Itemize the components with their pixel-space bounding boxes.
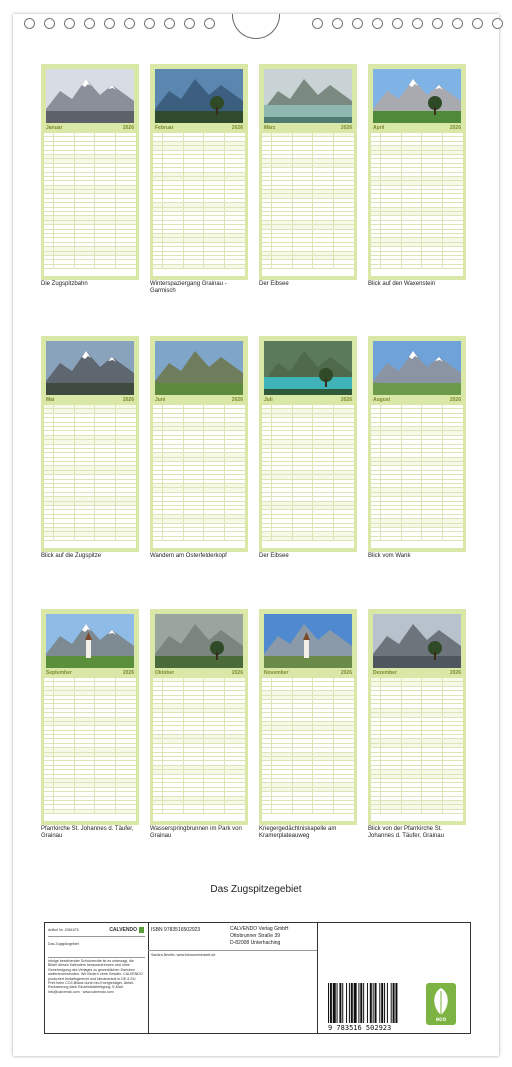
- month-year: 2026: [122, 397, 134, 403]
- binding-ring: [104, 18, 115, 29]
- month-photo: [46, 69, 134, 123]
- photo-caption: Blick auf den Waxenstein: [368, 281, 436, 287]
- month-year: 2026: [231, 125, 243, 131]
- month-header: [153, 670, 245, 677]
- binding-ring: [84, 18, 95, 29]
- eco-badge: [426, 983, 456, 1025]
- photo-caption: Wandern am Osterfelderkopf: [150, 553, 227, 559]
- month-year: 2026: [231, 397, 243, 403]
- month-year: 2026: [122, 670, 134, 676]
- binding-ring: [64, 18, 75, 29]
- month-header: [371, 670, 463, 677]
- month-name: Mai: [46, 397, 55, 403]
- month-photo: [264, 69, 352, 123]
- photo-caption: Wasserspringbrunnen im Park von Grainau: [150, 826, 242, 839]
- planner-grid: [44, 405, 136, 548]
- barcode-number: 9 783516 502923: [328, 1024, 392, 1032]
- photo-caption: Blick von der Pfarrkirche St. Johannes d. Täufer, Grainau: [368, 826, 444, 839]
- month-card: [259, 336, 357, 552]
- month-name: August: [373, 397, 391, 403]
- binding-ring: [372, 18, 383, 29]
- binding-ring: [44, 18, 55, 29]
- binding-ring: [412, 18, 423, 29]
- day-row: [153, 810, 245, 814]
- publisher-name: CALVENDO Verlag GmbH: [230, 926, 289, 932]
- month-photo: [373, 341, 461, 395]
- binding-ring: [492, 18, 503, 29]
- month-card: [150, 336, 248, 552]
- binding-ring: [352, 18, 363, 29]
- month-header: [262, 397, 354, 404]
- month-name: Juni: [155, 397, 166, 403]
- month-year: 2026: [449, 397, 461, 403]
- planner-grid: [44, 678, 136, 821]
- eco-label: eco: [435, 1017, 447, 1023]
- publisher-street: Ottobrunner Straße 39: [230, 933, 281, 939]
- month-card: [368, 336, 466, 552]
- product-title: Das Zugspitzgebiet: [48, 942, 79, 946]
- month-year: 2026: [449, 125, 461, 131]
- divider: [48, 957, 145, 958]
- day-row: [153, 537, 245, 541]
- month-photo: [264, 614, 352, 668]
- binding-ring: [452, 18, 463, 29]
- info-box: [44, 922, 471, 1034]
- planner-grid: [262, 133, 354, 276]
- planner-grid: [44, 133, 136, 276]
- month-header: [44, 125, 136, 132]
- photo-caption: Winterspaziergang Grainau - Garmisch: [150, 281, 227, 294]
- planner-grid: [153, 678, 245, 821]
- month-photo: [373, 69, 461, 123]
- legal-text: Infolge bestehender Schutzrechte ist es untersagt, die Bilder dieses Kalenders herauszutrennen und ohne Genehmigung des Verlages zu gewerblichen Zwecken weiterzuverwenden. Wir fördern ohne Gewähr. CALVENDO produziert bedarfsgerecht und klimaneutral in DE & EU. Print beim CO2-Bilanz durch bio.Energieträger. Abfall-Reduzierung dank Einzelstückfertigung. E-Mail: info@calvendo.com · www.calvendo.com: [48, 959, 143, 994]
- month-photo: [46, 341, 134, 395]
- month-header: [153, 397, 245, 404]
- photo-caption: Pfarrkirche St. Johannes d. Täufer, Grainau: [41, 826, 134, 839]
- day-row: [262, 810, 354, 814]
- month-photo: [264, 341, 352, 395]
- info-middle: [148, 923, 317, 1033]
- photo-caption: Blick auf die Zugspitze: [41, 553, 102, 559]
- month-card: [259, 609, 357, 825]
- day-row: [262, 537, 354, 541]
- month-header: [153, 125, 245, 132]
- month-photo: [155, 614, 243, 668]
- publisher-city: D-82008 Unterhaching: [230, 940, 281, 946]
- month-name: Oktober: [155, 670, 175, 676]
- photo-caption: Die Zugspitzbahn: [41, 281, 88, 287]
- binding-ring: [472, 18, 483, 29]
- day-row: [371, 537, 463, 541]
- planner-grid: [371, 678, 463, 821]
- binding-ring: [332, 18, 343, 29]
- day-row: [371, 810, 463, 814]
- month-photo: [373, 614, 461, 668]
- month-name: April: [373, 125, 385, 131]
- binding-ring: [124, 18, 135, 29]
- month-header: [262, 125, 354, 132]
- binding-ring: [24, 18, 35, 29]
- hanger-hook: [232, 14, 280, 39]
- month-year: 2026: [231, 670, 243, 676]
- month-header: [262, 670, 354, 677]
- month-photo: [155, 341, 243, 395]
- planner-grid: [262, 678, 354, 821]
- article-number: Artikel Nr. 2081675: [48, 928, 79, 932]
- month-card: [368, 609, 466, 825]
- calendar-title: Das Zugspitzegebiet: [210, 884, 302, 895]
- month-card: [150, 64, 248, 280]
- photo-caption: Blick vom Wank: [368, 553, 411, 559]
- isbn: ISBN 9783516502923: [151, 927, 201, 933]
- info-left: [45, 923, 149, 1033]
- month-photo: [46, 614, 134, 668]
- day-row: [153, 265, 245, 269]
- article-row: [48, 926, 145, 937]
- month-name: Februar: [155, 125, 174, 131]
- planner-grid: [153, 405, 245, 548]
- info-right: [317, 923, 424, 1033]
- day-row: [44, 810, 136, 814]
- month-card: [41, 336, 139, 552]
- month-header: [371, 397, 463, 404]
- month-name: September: [46, 670, 72, 676]
- photo-caption: Kriegergedächtniskapelle am Kramerplateauweg: [259, 826, 337, 839]
- binding-ring: [392, 18, 403, 29]
- month-name: Januar: [46, 125, 63, 131]
- day-row: [44, 265, 136, 269]
- month-header: [371, 125, 463, 132]
- month-header: [44, 670, 136, 677]
- author-credit: Sandra Bentlin. www.fotosmeinerwelt.de: [151, 953, 216, 957]
- month-year: 2026: [340, 397, 352, 403]
- day-row: [262, 265, 354, 269]
- month-name: Juli: [264, 397, 273, 403]
- month-card: [368, 64, 466, 280]
- month-year: 2026: [340, 670, 352, 676]
- brand-logo-icon: [139, 927, 144, 933]
- planner-grid: [262, 405, 354, 548]
- binding-ring: [144, 18, 155, 29]
- month-year: 2026: [449, 670, 461, 676]
- month-photo: [155, 69, 243, 123]
- month-name: Dezember: [373, 670, 397, 676]
- month-name: November: [264, 670, 289, 676]
- month-year: 2026: [340, 125, 352, 131]
- planner-grid: [371, 133, 463, 276]
- photo-caption: Der Eibsee: [259, 553, 289, 559]
- month-card: [41, 609, 139, 825]
- month-year: 2026: [122, 125, 134, 131]
- binding-ring: [432, 18, 443, 29]
- divider: [148, 950, 317, 951]
- planner-grid: [371, 405, 463, 548]
- month-card: [150, 609, 248, 825]
- binding-ring: [184, 18, 195, 29]
- day-row: [371, 265, 463, 269]
- binding-ring: [164, 18, 175, 29]
- barcode: [326, 983, 418, 1023]
- month-card: [41, 64, 139, 280]
- binding-ring: [312, 18, 323, 29]
- month-header: [44, 397, 136, 404]
- photo-caption: Der Eibsee: [259, 281, 289, 287]
- day-row: [44, 537, 136, 541]
- month-name: März: [264, 125, 276, 131]
- brand-logo: CALVENDO: [109, 927, 137, 933]
- month-card: [259, 64, 357, 280]
- binding-ring: [204, 18, 215, 29]
- binding-rings: [0, 14, 512, 36]
- planner-grid: [153, 133, 245, 276]
